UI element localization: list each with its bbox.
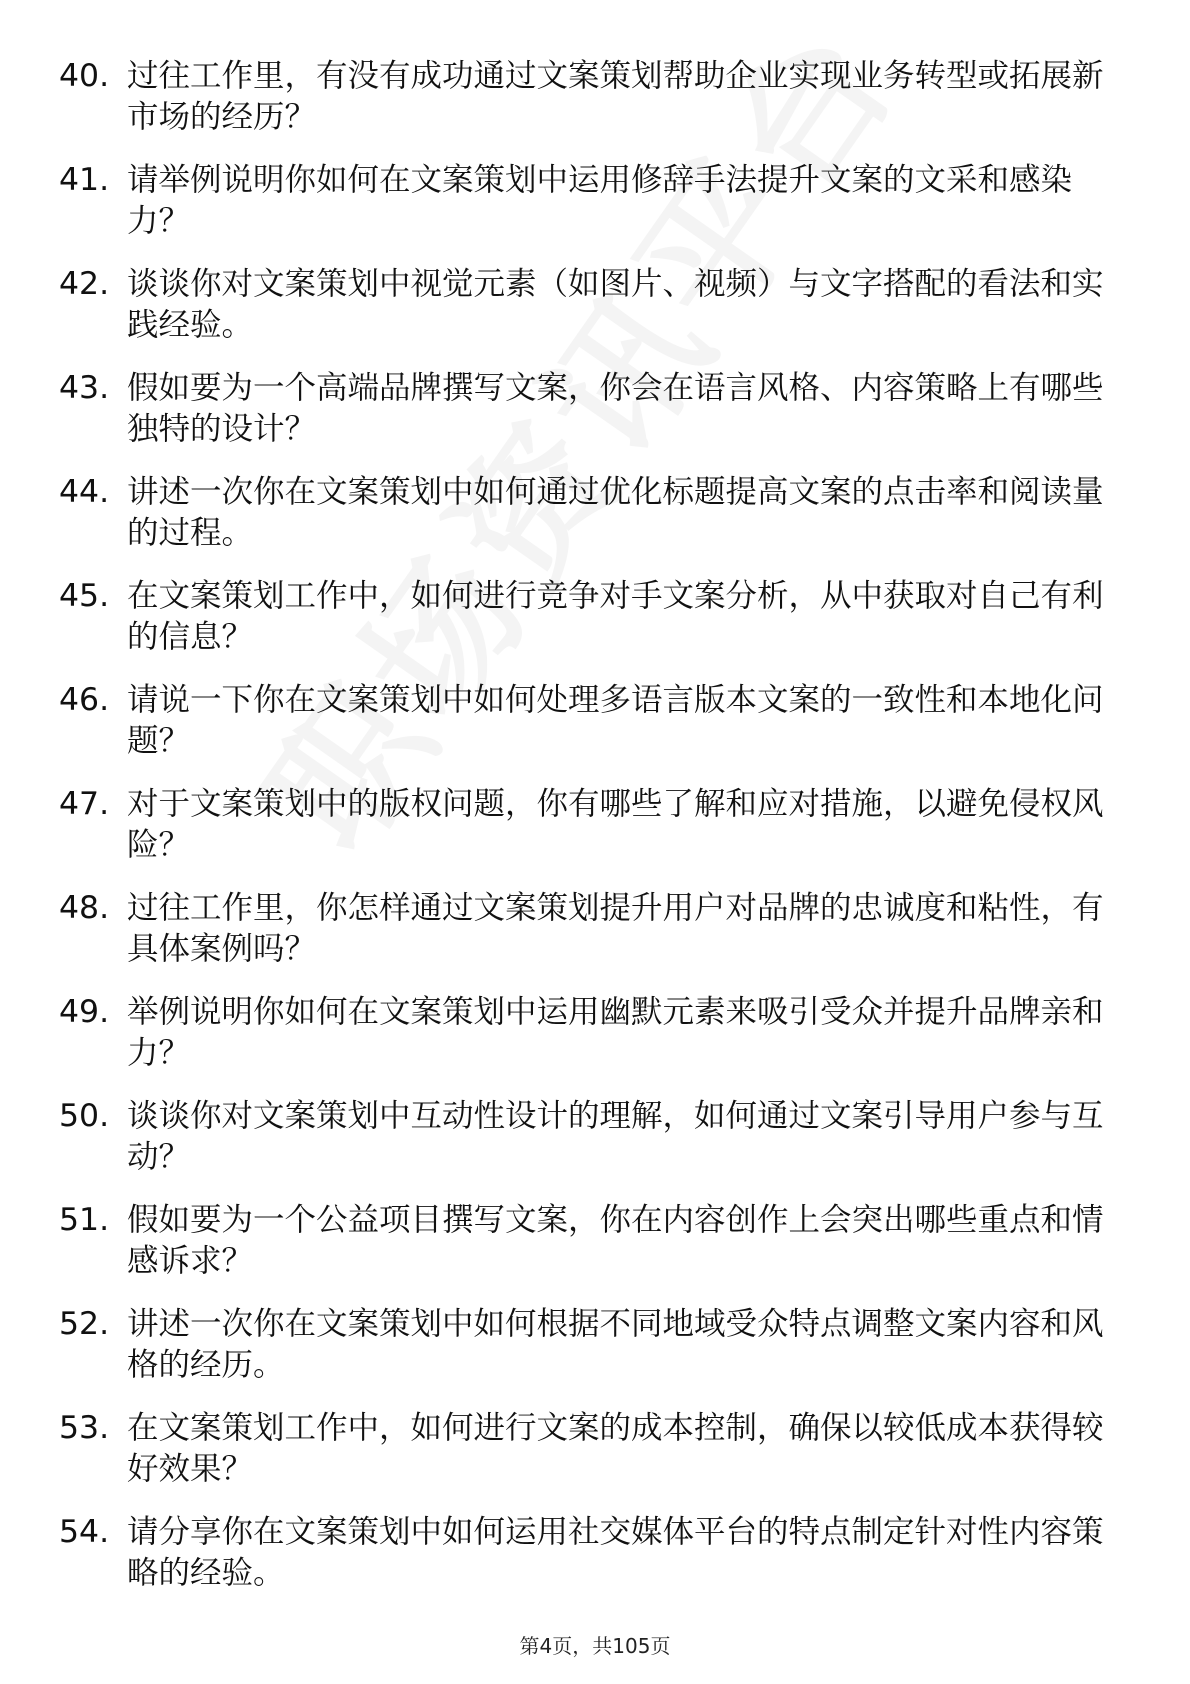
question-item [0,472,1190,576]
question-text: 过往工作里，有没有成功通过文案策划帮助企业实现业务转型或拓展新市场的经历？ [127,58,1104,135]
question-text: 谈谈你对文案策划中互动性设计的理解，如何通过文案引导用户参与互动？ [127,1098,1104,1175]
question-item [0,680,1190,784]
question-text: 请举例说明你如何在文案策划中运用修辞手法提升文案的文采和感染力？ [127,162,1073,239]
question-number: 42. [59,266,110,302]
question-text: 对于文案策划中的版权问题，你有哪些了解和应对措施，以避免侵权风险？ [127,786,1104,863]
question-text: 讲述一次你在文案策划中如何根据不同地域受众特点调整文案内容和风格的经历。 [127,1306,1104,1383]
question-item [0,992,1190,1096]
question-number: 46. [59,682,110,718]
question-number: 50. [59,1098,110,1134]
question-text: 请分享你在文案策划中如何运用社交媒体平台的特点制定针对性内容策略的经验。 [127,1514,1104,1591]
question-number: 45. [59,578,110,614]
question-item [0,160,1190,264]
question-list [0,56,1190,1616]
question-text: 假如要为一个公益项目撰写文案，你在内容创作上会突出哪些重点和情感诉求？ [127,1202,1104,1279]
question-number: 44. [59,474,110,510]
question-number: 51. [59,1202,110,1238]
page-footer: 第4页，共105页 [519,1634,671,1658]
question-number: 40. [59,58,110,94]
question-number: 54. [59,1514,110,1550]
question-item [0,56,1190,160]
question-text: 讲述一次你在文案策划中如何通过优化标题提高文案的点击率和阅读量的过程。 [127,474,1104,551]
question-text: 谈谈你对文案策划中视觉元素（如图片、视频）与文字搭配的看法和实践经验。 [127,266,1104,343]
question-item [0,1096,1190,1200]
question-number: 52. [59,1306,110,1342]
question-number: 41. [59,162,110,198]
question-text: 假如要为一个高端品牌撰写文案，你会在语言风格、内容策略上有哪些独特的设计？ [127,370,1104,447]
question-number: 53. [59,1410,110,1446]
question-text: 在文案策划工作中，如何进行竞争对手文案分析，从中获取对自己有利的信息？ [127,578,1104,655]
question-item [0,576,1190,680]
question-text: 在文案策划工作中，如何进行文案的成本控制，确保以较低成本获得较好效果？ [127,1410,1104,1487]
question-item [0,888,1190,992]
question-item [0,1200,1190,1304]
question-number: 49. [59,994,110,1030]
question-text: 过往工作里，你怎样通过文案策划提升用户对品牌的忠诚度和粘性，有具体案例吗？ [127,890,1104,967]
question-text: 请说一下你在文案策划中如何处理多语言版本文案的一致性和本地化问题？ [127,682,1104,759]
question-item [0,264,1190,368]
question-item [0,1408,1190,1512]
question-item [0,1512,1190,1616]
question-number: 47. [59,786,110,822]
question-text: 举例说明你如何在文案策划中运用幽默元素来吸引受众并提升品牌亲和力？ [127,994,1104,1071]
question-number: 43. [59,370,110,406]
question-item [0,368,1190,472]
question-item [0,784,1190,888]
question-item [0,1304,1190,1408]
question-number: 48. [59,890,110,926]
